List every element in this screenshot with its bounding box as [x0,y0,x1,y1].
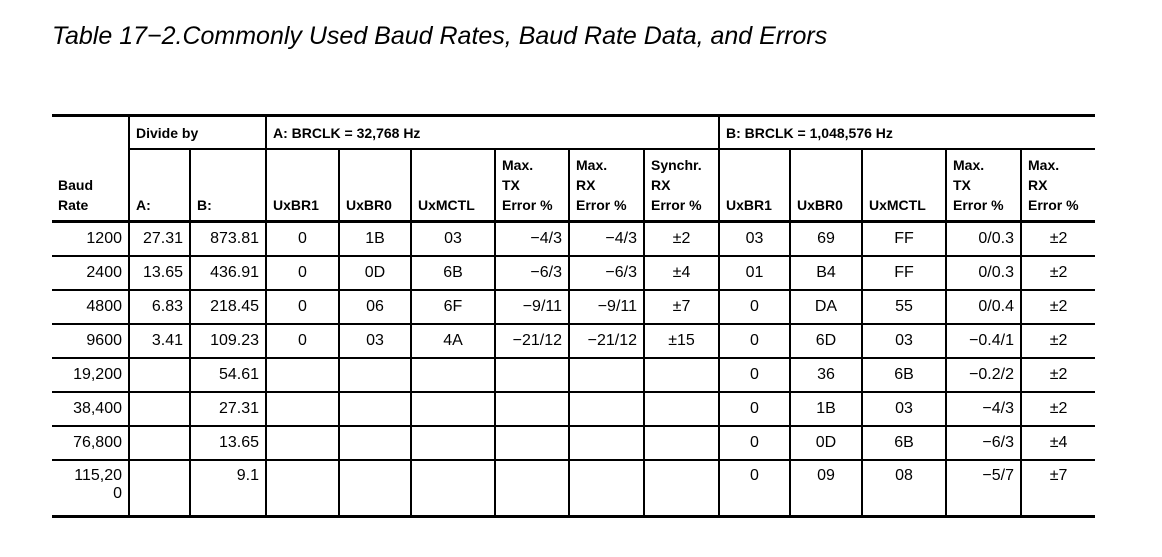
a-synchr-rx-error-cell: ±4 [644,256,719,290]
header-b-max-rx-error: Max. RX Error % [1021,149,1095,222]
a-max-tx-error-cell [495,460,569,517]
b-max-rx-error-cell: ±7 [1021,460,1095,517]
b-uxbr0-cell: 09 [790,460,862,517]
a-uxmctl-cell [411,392,495,426]
b-uxbr1-cell: 03 [719,222,790,257]
b-max-rx-error-cell: ±4 [1021,426,1095,460]
header-div-a: A: [129,149,190,222]
header-row-groups [52,116,1095,150]
b-max-tx-error-cell: 0/0.4 [946,290,1021,324]
divide-a-cell [129,426,190,460]
header-b-uxbr0: UxBR0 [790,149,862,222]
b-uxbr0-cell: DA [790,290,862,324]
b-uxbr0-cell: B4 [790,256,862,290]
table-row [52,290,1095,324]
a-uxmctl-cell: 4A [411,324,495,358]
a-max-tx-error-cell [495,358,569,392]
baud-rate-cell: 9600 [52,324,129,358]
a-uxbr1-cell: 0 [266,290,339,324]
a-synchr-rx-error-cell: ±7 [644,290,719,324]
header-a-max-tx-error: Max. TX Error % [495,149,569,222]
a-max-tx-error-cell: −4/3 [495,222,569,257]
table-row [52,222,1095,257]
header-row-columns [52,149,1095,222]
a-max-tx-error-cell: −21/12 [495,324,569,358]
divide-a-cell: 3.41 [129,324,190,358]
b-uxbr1-cell: 01 [719,256,790,290]
a-synchr-rx-error-cell [644,460,719,517]
table-row [52,392,1095,426]
a-max-tx-error-cell [495,426,569,460]
header-group-b: B: BRCLK = 1,048,576 Hz [719,116,1095,150]
b-uxmctl-cell: FF [862,256,946,290]
a-max-rx-error-cell: −6/3 [569,256,644,290]
header-divide-by: Divide by [129,116,266,150]
a-uxbr1-cell: 0 [266,222,339,257]
a-synchr-rx-error-cell [644,392,719,426]
b-max-tx-error-cell: 0/0.3 [946,256,1021,290]
a-uxmctl-cell [411,358,495,392]
baud-rate-cell: 38,400 [52,392,129,426]
divide-a-cell [129,460,190,517]
a-max-rx-error-cell: −4/3 [569,222,644,257]
b-uxbr1-cell: 0 [719,460,790,517]
a-max-tx-error-cell [495,392,569,426]
b-uxmctl-cell: 6B [862,358,946,392]
b-uxmctl-cell: 6B [862,426,946,460]
b-uxmctl-cell: 03 [862,392,946,426]
b-max-rx-error-cell: ±2 [1021,256,1095,290]
b-uxbr0-cell: 1B [790,392,862,426]
divide-b-cell: 873.81 [190,222,266,257]
b-uxbr1-cell: 0 [719,392,790,426]
b-uxmctl-cell: 55 [862,290,946,324]
a-uxbr1-cell: 0 [266,324,339,358]
header-a-uxbr0: UxBR0 [339,149,411,222]
divide-b-cell: 27.31 [190,392,266,426]
divide-a-cell: 27.31 [129,222,190,257]
baud-rate-cell: 2400 [52,256,129,290]
header-b-max-tx-error: Max. TX Error % [946,149,1021,222]
b-uxmctl-cell: 08 [862,460,946,517]
b-max-tx-error-cell: −0.4/1 [946,324,1021,358]
b-uxbr1-cell: 0 [719,358,790,392]
divide-a-cell: 6.83 [129,290,190,324]
a-uxbr0-cell [339,426,411,460]
baud-rate-cell: 115,20 0 [52,460,129,517]
divide-a-cell [129,392,190,426]
a-max-rx-error-cell [569,358,644,392]
a-max-rx-error-cell: −21/12 [569,324,644,358]
header-group-a: A: BRCLK = 32,768 Hz [266,116,719,150]
header-blank-cell [52,116,129,150]
a-max-rx-error-cell: −9/11 [569,290,644,324]
table-row [52,460,1095,517]
b-max-tx-error-cell: −5/7 [946,460,1021,517]
a-uxbr0-cell [339,392,411,426]
b-uxmctl-cell: 03 [862,324,946,358]
divide-a-cell [129,358,190,392]
a-uxbr0-cell: 1B [339,222,411,257]
a-uxbr0-cell [339,460,411,517]
b-max-rx-error-cell: ±2 [1021,392,1095,426]
a-uxmctl-cell: 6B [411,256,495,290]
a-max-tx-error-cell: −9/11 [495,290,569,324]
b-max-rx-error-cell: ±2 [1021,290,1095,324]
header-b-uxmctl: UxMCTL [862,149,946,222]
a-uxbr0-cell: 0D [339,256,411,290]
baud-rate-cell: 1200 [52,222,129,257]
b-uxbr0-cell: 0D [790,426,862,460]
a-uxbr1-cell [266,426,339,460]
a-synchr-rx-error-cell [644,358,719,392]
a-max-rx-error-cell [569,426,644,460]
b-uxbr1-cell: 0 [719,290,790,324]
baud-rate-cell: 76,800 [52,426,129,460]
table-body [52,222,1095,517]
a-max-rx-error-cell [569,392,644,426]
table-row [52,426,1095,460]
a-max-tx-error-cell: −6/3 [495,256,569,290]
divide-b-cell: 218.45 [190,290,266,324]
a-synchr-rx-error-cell: ±2 [644,222,719,257]
divide-b-cell: 9.1 [190,460,266,517]
b-max-tx-error-cell: −0.2/2 [946,358,1021,392]
a-max-rx-error-cell [569,460,644,517]
table-row [52,324,1095,358]
table-row [52,256,1095,290]
header-a-uxmctl: UxMCTL [411,149,495,222]
b-uxbr0-cell: 69 [790,222,862,257]
b-max-tx-error-cell: −4/3 [946,392,1021,426]
a-uxmctl-cell [411,426,495,460]
divide-b-cell: 436.91 [190,256,266,290]
b-uxmctl-cell: FF [862,222,946,257]
b-uxbr1-cell: 0 [719,426,790,460]
b-max-rx-error-cell: ±2 [1021,324,1095,358]
b-max-rx-error-cell: ±2 [1021,358,1095,392]
baud-rate-cell: 4800 [52,290,129,324]
header-a-synchr-rx-error: Synchr. RX Error % [644,149,719,222]
a-uxbr0-cell: 06 [339,290,411,324]
a-synchr-rx-error-cell: ±15 [644,324,719,358]
b-uxbr0-cell: 36 [790,358,862,392]
divide-a-cell: 13.65 [129,256,190,290]
table-caption: Table 17−2.Commonly Used Baud Rates, Baud Rate Data, and Errors [52,22,828,50]
b-max-tx-error-cell: 0/0.3 [946,222,1021,257]
b-uxbr1-cell: 0 [719,324,790,358]
baud-rate-cell: 19,200 [52,358,129,392]
a-uxbr1-cell [266,392,339,426]
divide-b-cell: 54.61 [190,358,266,392]
a-uxbr0-cell [339,358,411,392]
header-a-uxbr1: UxBR1 [266,149,339,222]
a-uxmctl-cell [411,460,495,517]
b-max-tx-error-cell: −6/3 [946,426,1021,460]
header-div-b: B: [190,149,266,222]
a-uxbr1-cell [266,460,339,517]
header-b-uxbr1: UxBR1 [719,149,790,222]
divide-b-cell: 13.65 [190,426,266,460]
a-uxbr0-cell: 03 [339,324,411,358]
b-uxbr0-cell: 6D [790,324,862,358]
divide-b-cell: 109.23 [190,324,266,358]
table-row [52,358,1095,392]
header-baud-rate: Baud Rate [52,149,129,222]
a-synchr-rx-error-cell [644,426,719,460]
a-uxmctl-cell: 03 [411,222,495,257]
a-uxmctl-cell: 6F [411,290,495,324]
a-uxbr1-cell [266,358,339,392]
b-max-rx-error-cell: ±2 [1021,222,1095,257]
a-uxbr1-cell: 0 [266,256,339,290]
baud-rate-table [52,114,1095,518]
header-a-max-rx-error: Max. RX Error % [569,149,644,222]
